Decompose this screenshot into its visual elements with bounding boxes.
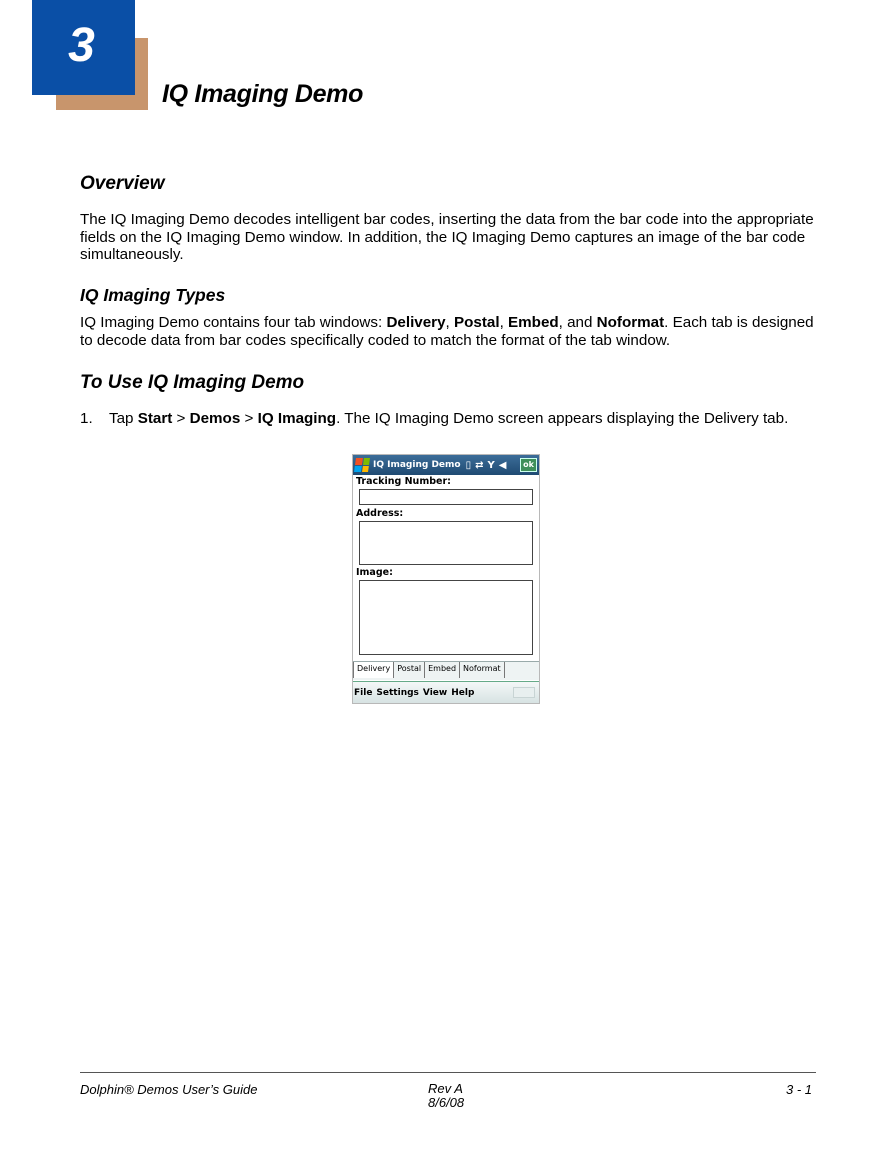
types-heading: IQ Imaging Types — [80, 285, 226, 305]
address-label: Address: — [356, 508, 404, 519]
device-titlebar — [353, 455, 539, 475]
tab-embed[interactable]: Embed — [425, 662, 460, 678]
address-input[interactable] — [359, 521, 533, 565]
tracking-number-label: Tracking Number: — [356, 476, 451, 487]
types-sep-2: , — [499, 314, 509, 331]
types-embed: Embed — [508, 314, 559, 331]
types-noformat: Noformat — [596, 314, 665, 331]
footer-date: 8/6/08 — [428, 1095, 465, 1110]
device-menubar — [353, 681, 539, 703]
step-1 — [80, 410, 820, 428]
step-demos: Demos — [189, 410, 241, 427]
chapter-number: 3 — [68, 19, 95, 72]
tracking-number-input[interactable] — [359, 489, 533, 505]
types-postal: Postal — [454, 314, 500, 331]
overview-heading: Overview — [80, 173, 165, 194]
tab-postal[interactable]: Postal — [394, 662, 425, 678]
sync-icon[interactable]: ⇄ — [475, 459, 484, 471]
menu-view[interactable]: View — [422, 687, 448, 698]
chapter-number-badge — [32, 0, 135, 95]
footer-rev: Rev A — [428, 1081, 463, 1096]
footer-revision — [428, 1082, 464, 1110]
use-heading: To Use IQ Imaging Demo — [80, 372, 305, 393]
menu-file[interactable]: File — [354, 687, 373, 698]
signal-off-icon[interactable]: Y — [487, 459, 495, 471]
ok-button[interactable]: ok — [520, 458, 537, 472]
footer-divider — [80, 1072, 816, 1073]
step-text-start: Tap — [109, 410, 138, 427]
image-box — [359, 580, 533, 655]
chapter-title: IQ Imaging Demo — [162, 80, 364, 108]
types-text-end: . Each tab is designed to decode data from bar codes specifically coded to match the format of the tab window. — [80, 314, 814, 349]
step-gt-1: > — [172, 410, 190, 427]
speaker-icon[interactable]: ◀ — [498, 459, 507, 471]
device-screenshot — [352, 454, 540, 704]
device-tab-bar — [353, 661, 539, 680]
types-paragraph — [80, 314, 820, 349]
footer-page-number: 3 - 1 — [786, 1082, 813, 1097]
menu-settings[interactable]: Settings — [376, 687, 419, 698]
types-delivery: Delivery — [386, 314, 446, 331]
types-sep-1: , — [445, 314, 454, 331]
footer-guide-title: Dolphin® Demos User’s Guide — [80, 1082, 258, 1097]
tab-noformat[interactable]: Noformat — [460, 662, 505, 678]
types-text-start: IQ Imaging Demo contains four tab windows: — [80, 314, 387, 331]
tab-delivery[interactable]: Delivery — [353, 662, 394, 678]
connectivity-icon[interactable]: ▯ — [465, 459, 472, 471]
image-label: Image: — [356, 567, 393, 578]
types-sep-3: , and — [558, 314, 597, 331]
step-text-end: . The IQ Imaging Demo screen appears displaying the Delivery tab. — [336, 410, 789, 427]
keyboard-icon[interactable] — [513, 687, 535, 698]
step-number: 1. — [80, 410, 93, 427]
step-start: Start — [137, 410, 173, 427]
step-gt-2: > — [240, 410, 258, 427]
windows-start-icon[interactable] — [354, 458, 370, 472]
step-iq-imaging: IQ Imaging — [257, 410, 337, 427]
step-text — [109, 410, 820, 428]
menu-help[interactable]: Help — [451, 687, 475, 698]
overview-paragraph: The IQ Imaging Demo decodes intelligent bar codes, inserting the data from the bar code into the appropriate fields on the IQ Imaging Demo window. In addition, the IQ Imaging Demo captures an image of the bar code simultaneously. — [80, 211, 814, 263]
device-title: IQ Imaging Demo — [373, 460, 461, 470]
